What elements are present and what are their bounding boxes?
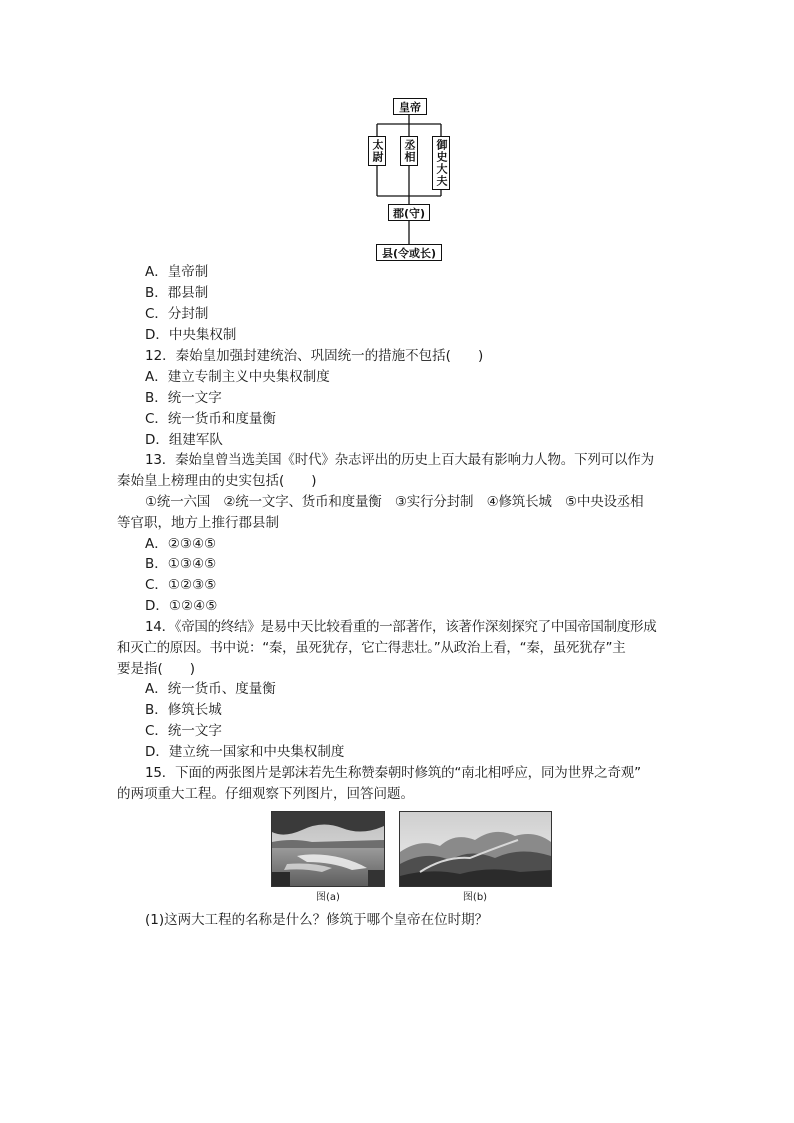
great-wall-image [400, 812, 551, 886]
q14-stem-line3: 要是指( ) [117, 661, 196, 677]
q14-stem-line1: 14．《帝国的终结》是易中天比较看重的一部著作，该著作深刻探究了中国帝国制度形成 [145, 619, 657, 635]
q13-option-c: C．①②③⑤ [145, 577, 217, 593]
q12-stem: 12．秦始皇加强封建统治、巩固统一的措施不包括( ) [145, 348, 484, 364]
q14-option-b: B．修筑长城 [145, 702, 222, 718]
q14-option-d: D．建立统一国家和中央集权制度 [145, 744, 345, 760]
q12-option-a: A．建立专制主义中央集权制度 [145, 369, 330, 385]
photo-a-canal [271, 811, 385, 887]
q13-option-d: D．①②④⑤ [145, 598, 218, 614]
caption-b: 图(b) [462, 892, 488, 903]
q13-stem-line1: 13．秦始皇曾当选美国《时代》杂志评出的历史上百大最有影响力人物。下列可以作为 [145, 452, 654, 468]
taiwei-box: 太尉 [368, 136, 386, 166]
diagram-connectors [0, 0, 794, 270]
q11-option-b: B．郡县制 [145, 285, 209, 301]
q13-option-a: A．②③④⑤ [145, 536, 217, 552]
q13-items-line2: 等官职，地方上推行郡县制 [117, 515, 279, 531]
q15-stem-line2: 的两项重大工程。仔细观察下列图片，回答问题。 [117, 786, 414, 802]
q12-option-d: D．组建军队 [145, 432, 223, 448]
q14-option-c: C．统一文字 [145, 723, 222, 739]
yushi-box: 御史大夫 [432, 136, 450, 190]
q14-option-a: A．统一货币、度量衡 [145, 681, 276, 697]
q12-option-b: B．统一文字 [145, 390, 222, 406]
q12-option-c: C．统一货币和度量衡 [145, 411, 276, 427]
q15-stem-line1: 15．下面的两张图片是郭沫若先生称赞秦朝时修筑的“南北相呼应，同为世界之奇观” [145, 765, 641, 781]
q11-option-d: D．中央集权制 [145, 327, 237, 343]
emperor-box: 皇帝 [393, 98, 427, 115]
jun-box: 郡(守) [388, 204, 430, 221]
chengxiang-box: 丞相 [400, 136, 418, 166]
q15-subquestion-1: (1)这两大工程的名称是什么？修筑于哪个皇帝在位时期？ [145, 912, 489, 928]
q13-option-b: B．①③④⑤ [145, 556, 217, 572]
q13-items-line1: ①统一六国 ②统一文字、货币和度量衡 ③实行分封制 ④修筑长城 ⑤中央设丞相 [145, 494, 644, 510]
canal-image [272, 812, 384, 886]
photo-b-great-wall [399, 811, 552, 887]
q14-stem-line2: 和灭亡的原因。书中说：“秦，虽死犹存，它亡得悲壮。”从政治上看，“秦，虽死犹存”主 [117, 640, 626, 656]
q13-stem-line2: 秦始皇上榜理由的史实包括( ) [117, 473, 317, 489]
xian-box: 县(令或长) [376, 244, 442, 261]
caption-a: 图(a) [316, 892, 340, 903]
q11-option-a: A．皇帝制 [145, 264, 209, 280]
q11-option-c: C．分封制 [145, 306, 209, 322]
